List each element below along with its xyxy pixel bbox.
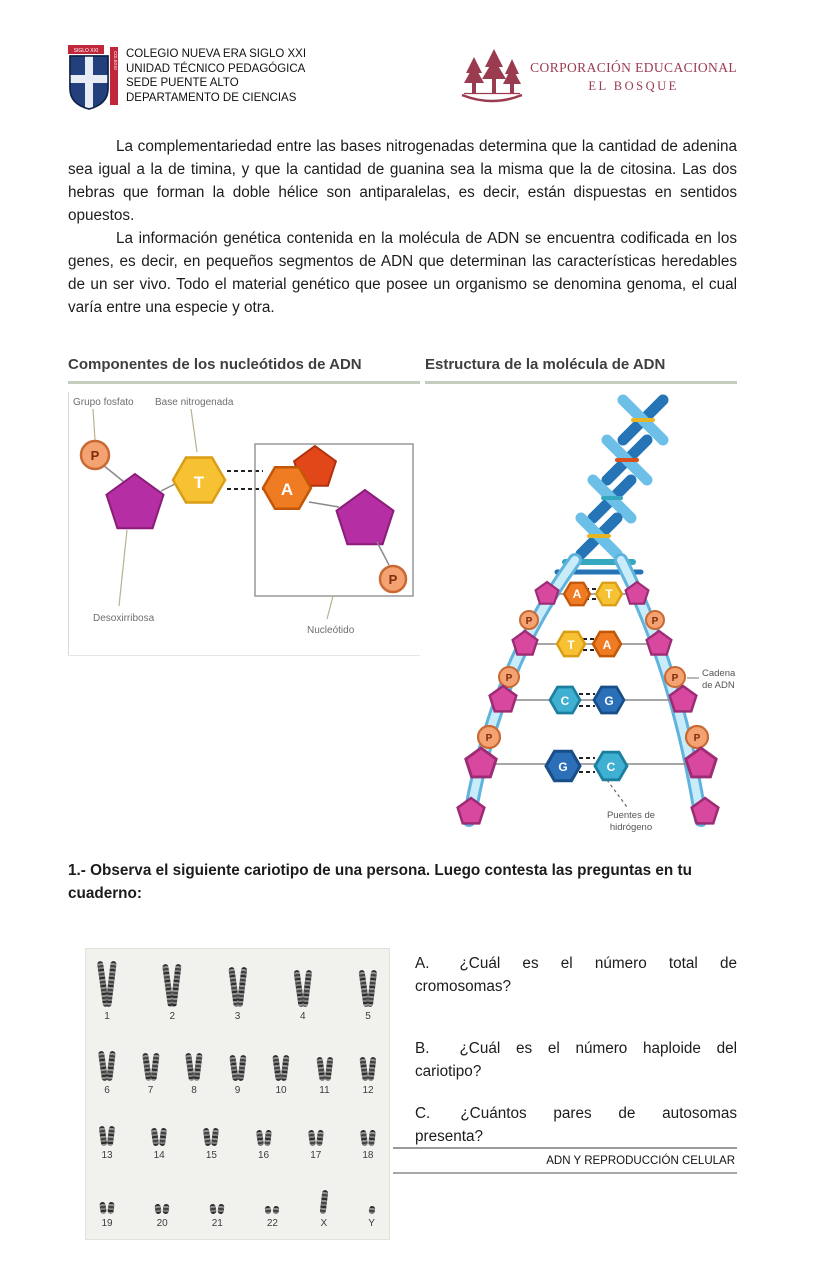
phosphate-letter-1: P bbox=[90, 448, 100, 463]
pine-trees-icon bbox=[460, 47, 524, 107]
karyotype-image bbox=[85, 948, 390, 1240]
chromosome-pair: 19 bbox=[100, 1202, 114, 1229]
figures-row bbox=[68, 355, 737, 845]
base-letter: A bbox=[572, 587, 582, 601]
base-letter: T bbox=[567, 638, 575, 652]
question-list bbox=[415, 952, 737, 1148]
figure-dna-structure bbox=[425, 355, 737, 845]
intro-text bbox=[68, 135, 737, 319]
phosphate-letter-2: P bbox=[388, 572, 398, 587]
base-letter: A bbox=[602, 638, 612, 652]
base-letter: C bbox=[560, 694, 570, 708]
deoxyribose-pentagon-1 bbox=[107, 474, 164, 528]
school-line-3: SEDE PUENTE ALTO bbox=[126, 77, 239, 89]
phosphate-letter: P bbox=[671, 673, 679, 684]
school-line-1: COLEGIO NUEVA ERA SIGLO XXI bbox=[126, 48, 307, 60]
figure-nucleotide-components bbox=[68, 355, 420, 845]
school-line-2: UNIDAD TÉCNICO PEDAGÓGICA bbox=[126, 62, 306, 75]
question-prompt: 1.- Observa el siguiente cariotipo de una persona. Luego contesta las preguntas en tu cuaderno: bbox=[68, 862, 692, 902]
shield-banner-text: SIGLO XXI bbox=[73, 47, 99, 54]
phosphate-letter: P bbox=[693, 733, 701, 744]
phosphate-letter: P bbox=[505, 673, 513, 684]
phosphate-letter: P bbox=[651, 616, 659, 627]
dna-helix-diagram bbox=[425, 392, 737, 840]
karyotype-row-4 bbox=[100, 1190, 375, 1229]
helix-top bbox=[581, 400, 663, 554]
document-header bbox=[0, 0, 828, 111]
adenine-letter: A bbox=[280, 480, 294, 499]
shield-ribbon-text: COLEGIO bbox=[113, 51, 118, 71]
chromosome-pair: 16 bbox=[257, 1130, 271, 1161]
question-item-b: B. ¿Cuál es el número haploide del cariotipo? bbox=[415, 1040, 737, 1080]
karyotype-row-3 bbox=[100, 1126, 375, 1161]
chromosome-pair: 12 bbox=[361, 1057, 375, 1096]
label-grupo-fosfato: Grupo fosfato bbox=[73, 397, 134, 408]
question-item-a: A. ¿Cuál es el número total de cromosomas? bbox=[415, 955, 737, 995]
chromosome-pair: 8 bbox=[187, 1053, 201, 1096]
school-line-4: DEPARTAMENTO DE CIENCIAS bbox=[126, 91, 297, 104]
karyotype-row-2 bbox=[100, 1051, 375, 1096]
chromosome-pair: 5 bbox=[361, 970, 375, 1022]
chromosome-pair: 2 bbox=[165, 964, 179, 1022]
chromosome-pair: 1 bbox=[100, 961, 114, 1022]
chromosome-pair-x: X bbox=[321, 1190, 328, 1229]
chromosome-pair: 9 bbox=[231, 1055, 245, 1096]
label-cadena: Cadena bbox=[702, 668, 736, 679]
paragraph-1: La complementariedad entre las bases nitrogenadas determina que la cantidad de adenina sea igual a la de timina, y que la cantidad de guanina sea la misma que la de citosina. Las dos hebras que forman la doble hélice son antiparalelas, es decir, están dispuestas en sentidos opuestos. bbox=[68, 138, 737, 224]
label-base-nitrogenada: Base nitrogenada bbox=[155, 397, 234, 408]
chromosome-pair: 3 bbox=[231, 967, 245, 1022]
label-cadena-2: de ADN bbox=[702, 680, 735, 691]
corporation-name bbox=[530, 60, 737, 94]
chromosome-pair: 21 bbox=[210, 1204, 224, 1229]
phosphate-letter: P bbox=[525, 616, 533, 627]
figure-right-title: Estructura de la molécula de ADN bbox=[425, 355, 737, 384]
thymine-letter: T bbox=[193, 473, 205, 492]
deoxyribose-pentagon-2 bbox=[337, 490, 394, 544]
paragraph-2: La información genética contenida en la molécula de ADN se encuentra codificada en los genes, es decir, en pequeños segmentos de ADN que determinan las características heredables de un ser vivo. Todo el material genético que posee un organismo se denomina genoma, el cual varía entre una especie y otra. bbox=[68, 230, 737, 316]
chromosome-pair: 15 bbox=[204, 1128, 218, 1161]
chromosome-pair-y: Y bbox=[368, 1206, 375, 1229]
figure-left-title: Componentes de los nucleótidos de ADN bbox=[68, 355, 420, 384]
chromosome-pair: 13 bbox=[100, 1126, 114, 1161]
school-shield-logo bbox=[68, 45, 118, 111]
corporation-logo-block bbox=[460, 45, 737, 107]
school-name-block bbox=[126, 45, 306, 105]
chromosome-pair: 7 bbox=[144, 1053, 158, 1096]
base-letter: G bbox=[604, 694, 614, 708]
chromosome-pair: 17 bbox=[309, 1130, 323, 1161]
chromosome-pair: 18 bbox=[361, 1130, 375, 1161]
base-letter: G bbox=[558, 760, 568, 774]
chromosome-pair: 6 bbox=[100, 1051, 114, 1096]
chromosome-pair: 11 bbox=[318, 1057, 332, 1096]
page-footer: ADN Y REPRODUCCIÓN CELULAR bbox=[393, 1147, 737, 1174]
label-nucleotido: Nucleótido bbox=[307, 625, 355, 636]
phosphate-letter: P bbox=[485, 733, 493, 744]
corporation-name-line1: CORPORACIÓN EDUCACIONAL bbox=[530, 60, 737, 75]
karyotype-row-1 bbox=[100, 961, 375, 1022]
chromosome-pair: 22 bbox=[265, 1206, 279, 1229]
label-puentes-2: hidrógeno bbox=[609, 822, 653, 833]
base-letter: T bbox=[605, 587, 613, 601]
question-item-c: C. ¿Cuántos pares de autosomas presenta? bbox=[415, 1105, 737, 1145]
chromosome-pair: 10 bbox=[274, 1055, 288, 1096]
nucleotide-diagram bbox=[69, 392, 420, 650]
corporation-name-line2: EL BOSQUE bbox=[588, 79, 679, 93]
label-desoxirribosa: Desoxirribosa bbox=[93, 613, 155, 624]
chromosome-pair: 4 bbox=[296, 970, 310, 1022]
base-letter: C bbox=[606, 760, 616, 774]
chromosome-pair: 20 bbox=[155, 1204, 169, 1229]
label-puentes: Puentes de bbox=[606, 810, 656, 821]
chromosome-pair: 14 bbox=[152, 1128, 166, 1161]
